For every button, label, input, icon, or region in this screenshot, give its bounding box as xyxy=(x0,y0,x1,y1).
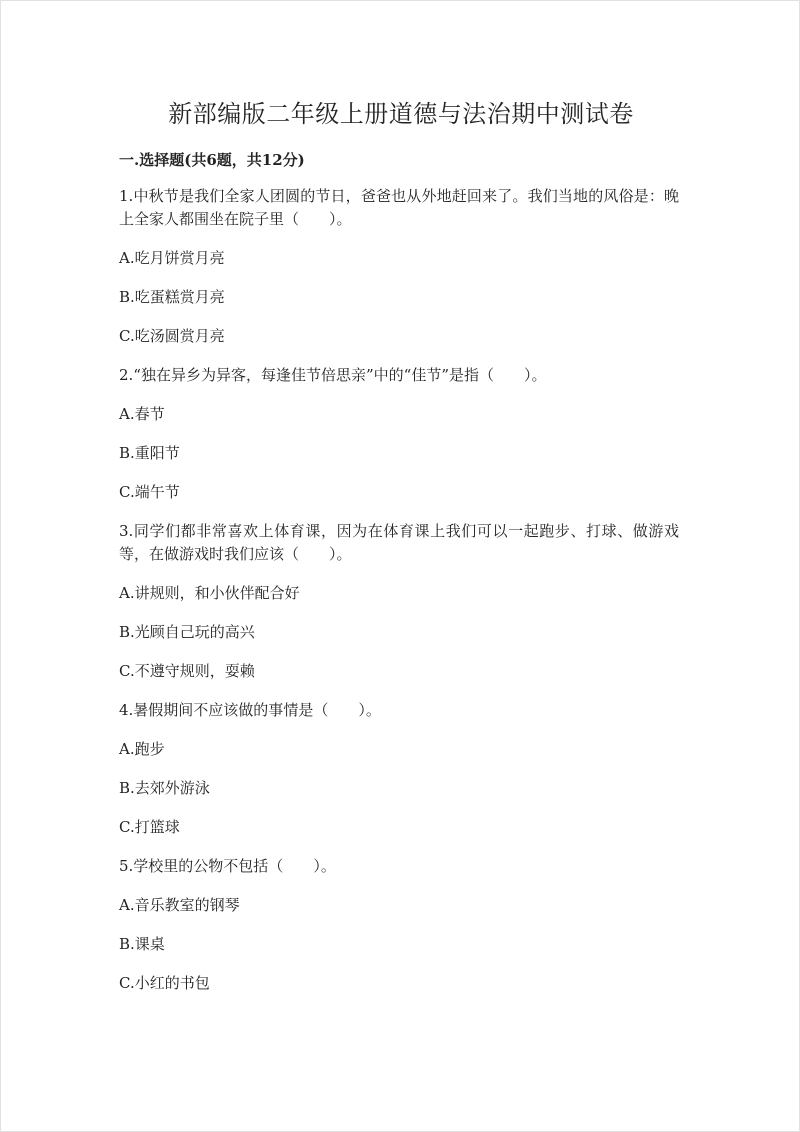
page-title: 新部编版二年级上册道德与法治期中测试卷 xyxy=(168,100,634,128)
question-stem: 1.中秋节是我们全家人团圆的节日，爸爸也从外地赶回来了。我们当地的风俗是：晚上全家人都围坐在院子里（ ）。 xyxy=(119,187,679,228)
answer-option: C.不遵守规则，耍赖 xyxy=(119,662,255,680)
answer-option: C.小红的书包 xyxy=(119,974,210,992)
section-heading: 一.选择题(共6题，共12分) xyxy=(119,151,305,169)
question-stem: 4.暑假期间不应该做的事情是（ ）。 xyxy=(119,701,381,719)
question-5 xyxy=(119,855,679,995)
question-2 xyxy=(119,364,679,504)
answer-option: A.讲规则，和小伙伴配合好 xyxy=(119,584,300,602)
answer-option: A.春节 xyxy=(119,405,165,423)
question-stem: 3.同学们都非常喜欢上体育课，因为在体育课上我们可以一起跑步、打球、做游戏等，在做游戏时我们应该（ ）。 xyxy=(119,522,679,563)
answer-option: A.音乐教室的钢琴 xyxy=(119,896,240,914)
answer-option: B.吃蛋糕赏月亮 xyxy=(119,288,225,306)
answer-option: B.重阳节 xyxy=(119,444,180,462)
question-3 xyxy=(119,520,679,683)
answer-option: B.课桌 xyxy=(119,935,165,953)
answer-option: C.打篮球 xyxy=(119,818,180,836)
question-list xyxy=(119,185,679,1011)
answer-option: B.光顾自己玩的高兴 xyxy=(119,623,255,641)
question-4 xyxy=(119,699,679,839)
answer-option: C.端午节 xyxy=(119,483,180,501)
answer-option: B.去郊外游泳 xyxy=(119,779,210,797)
question-1 xyxy=(119,185,679,348)
question-stem: 5.学校里的公物不包括（ ）。 xyxy=(119,857,336,875)
question-stem: 2.“独在异乡为异客，每逢佳节倍思亲”中的“佳节”是指（ ）。 xyxy=(119,366,547,384)
answer-option: A.跑步 xyxy=(119,740,165,758)
answer-option: C.吃汤圆赏月亮 xyxy=(119,327,225,345)
answer-option: A.吃月饼赏月亮 xyxy=(119,249,225,267)
